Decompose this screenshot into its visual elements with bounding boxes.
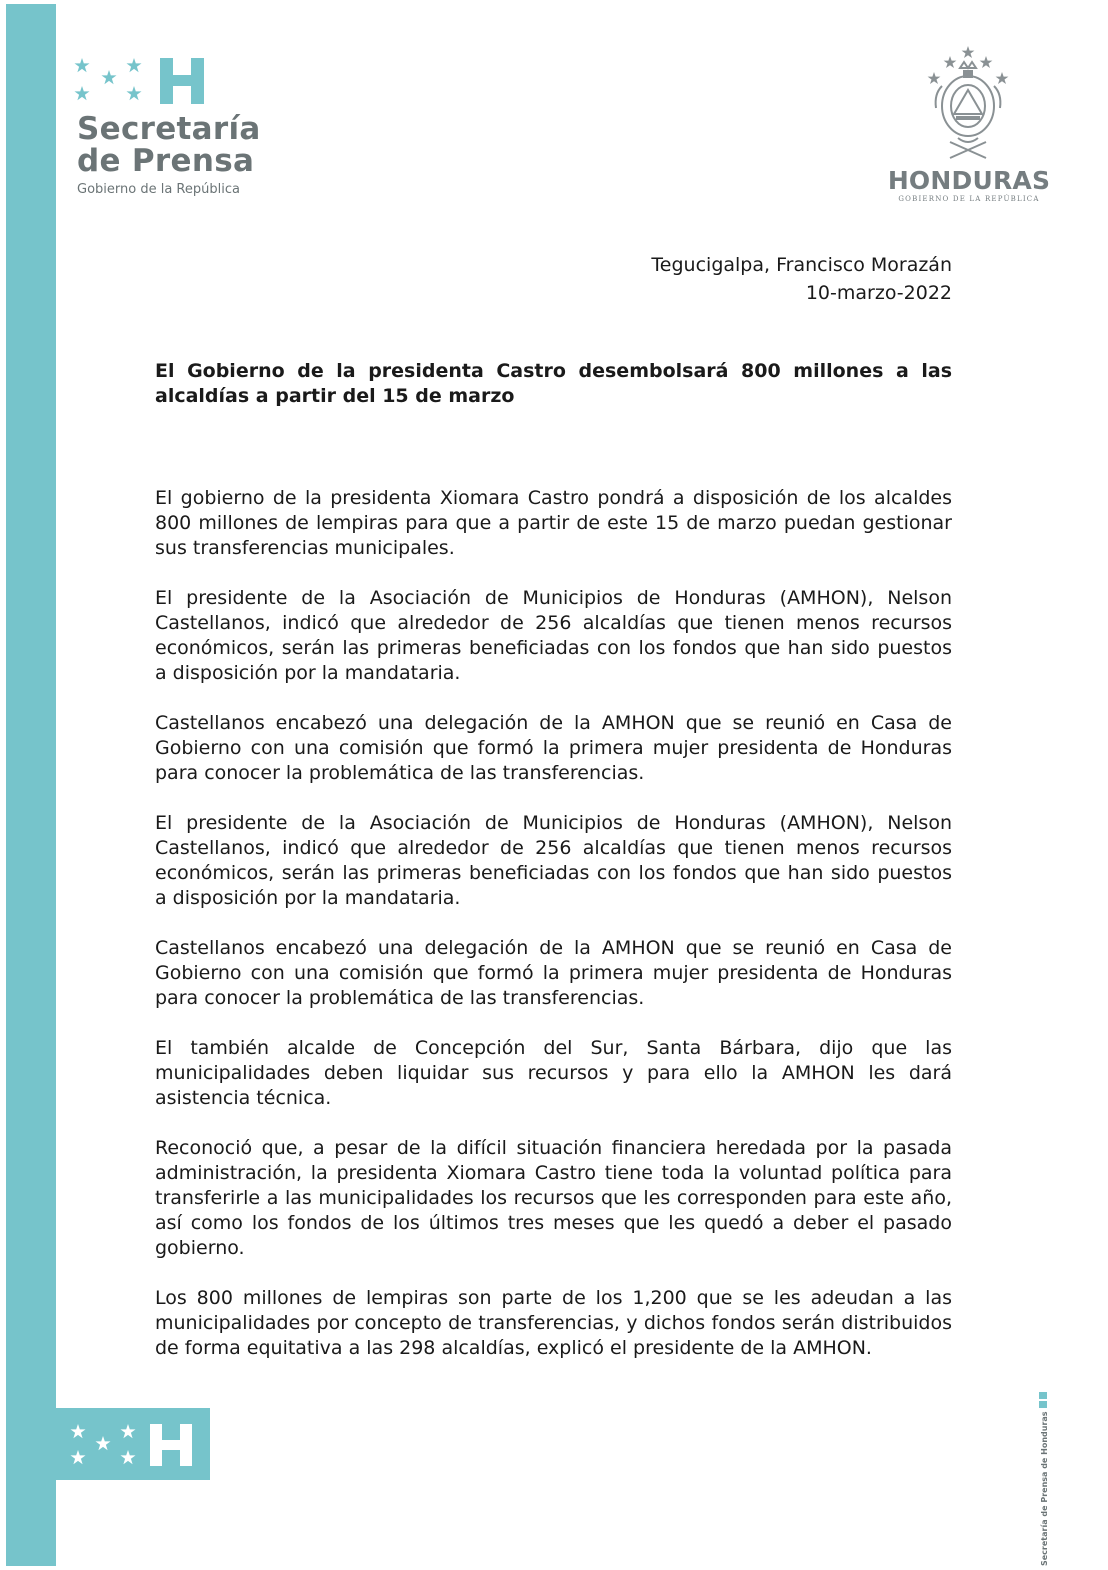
press-release-headline: El Gobierno de la presidenta Castro desembolsará 800 millones a las alcaldías a partir del 15 de marzo (155, 360, 952, 407)
honduras-government-logo (886, 46, 1052, 206)
coat-of-arms-icon (920, 46, 1016, 164)
paragraph: Reconoció que, a pesar de la difícil situación financiera heredada por la pasada administración, la presidenta Xiomara Castro tiene toda la voluntad política para transferirle a las municipalidades los recursos que les corresponden para este año, así como los fondos de los últimos tres meses que les quedó a deber el pasado gobierno. (155, 1137, 952, 1259)
paragraph: El gobierno de la presidenta Xiomara Castro pondrá a disposición de los alcaldes 800 millones de lempiras para que a partir de este 15 de marzo puedan gestionar sus transferencias municipales. (155, 487, 952, 559)
paragraph: Castellanos encabezó una delegación de la AMHON que se reunió en Casa de Gobierno con una comisión que formó la primera mujer presidenta de Honduras para conocer la problemática de las transferencias. (155, 712, 952, 784)
press-release-body (155, 486, 952, 1386)
paragraph: Castellanos encabezó una delegación de la AMHON que se reunió en Casa de Gobierno con una comisión que formó la primera mujer presidenta de Honduras para conocer la problemática de las transferencias. (155, 937, 952, 1009)
dateline-place: Tegucigalpa, Francisco Morazán (651, 254, 952, 276)
country-name: HONDURAS (887, 166, 1051, 195)
h-letter-icon (56, 1408, 210, 1480)
brand-name-line1: Secretaría (77, 111, 261, 147)
footer-logo (56, 1408, 210, 1480)
brand-name-line2: de Prensa (77, 143, 255, 179)
brand-subtitle: Gobierno de la República (77, 182, 240, 197)
paragraph: Los 800 millones de lempiras son parte de los 1,200 que se les adeudan a las municipalidades por concepto de transferencias, y dichos fondos serán distribuidos de forma equitativa a las 298 alcaldías, explicó el presidente de la AMHON. (155, 1287, 952, 1359)
paragraph: El presidente de la Asociación de Municipios de Honduras (AMHON), Nelson Castellanos, indicó que alrededor de 256 alcaldías que tienen menos recursos económicos, serán las primeras beneficiadas con los fondos que han sido puestos a disposición por la mandataria. (155, 812, 952, 909)
star-icon (74, 56, 146, 104)
secretaria-de-prensa-logo (74, 56, 304, 206)
credit-bars-icon (1039, 1392, 1047, 1408)
paragraph: El presidente de la Asociación de Municipios de Honduras (AMHON), Nelson Castellanos, indicó que alrededor de 256 alcaldías que tienen menos recursos económicos, serán las primeras beneficiadas con los fondos que han sido puestos a disposición por la mandataria. (155, 587, 952, 684)
side-accent-bar (6, 4, 56, 1566)
vertical-credit: Secretaría de Prensa de Honduras (1040, 1411, 1049, 1566)
paragraph: El también alcalde de Concepción del Sur, Santa Bárbara, dijo que las municipalidades deben liquidar sus recursos y para ello la AMHON les dará asistencia técnica. (155, 1037, 952, 1109)
country-subtitle: GOBIERNO DE LA REPÚBLICA (898, 195, 1040, 203)
dateline-date: 10-marzo-2022 (805, 282, 952, 304)
h-letter-icon (160, 58, 204, 104)
